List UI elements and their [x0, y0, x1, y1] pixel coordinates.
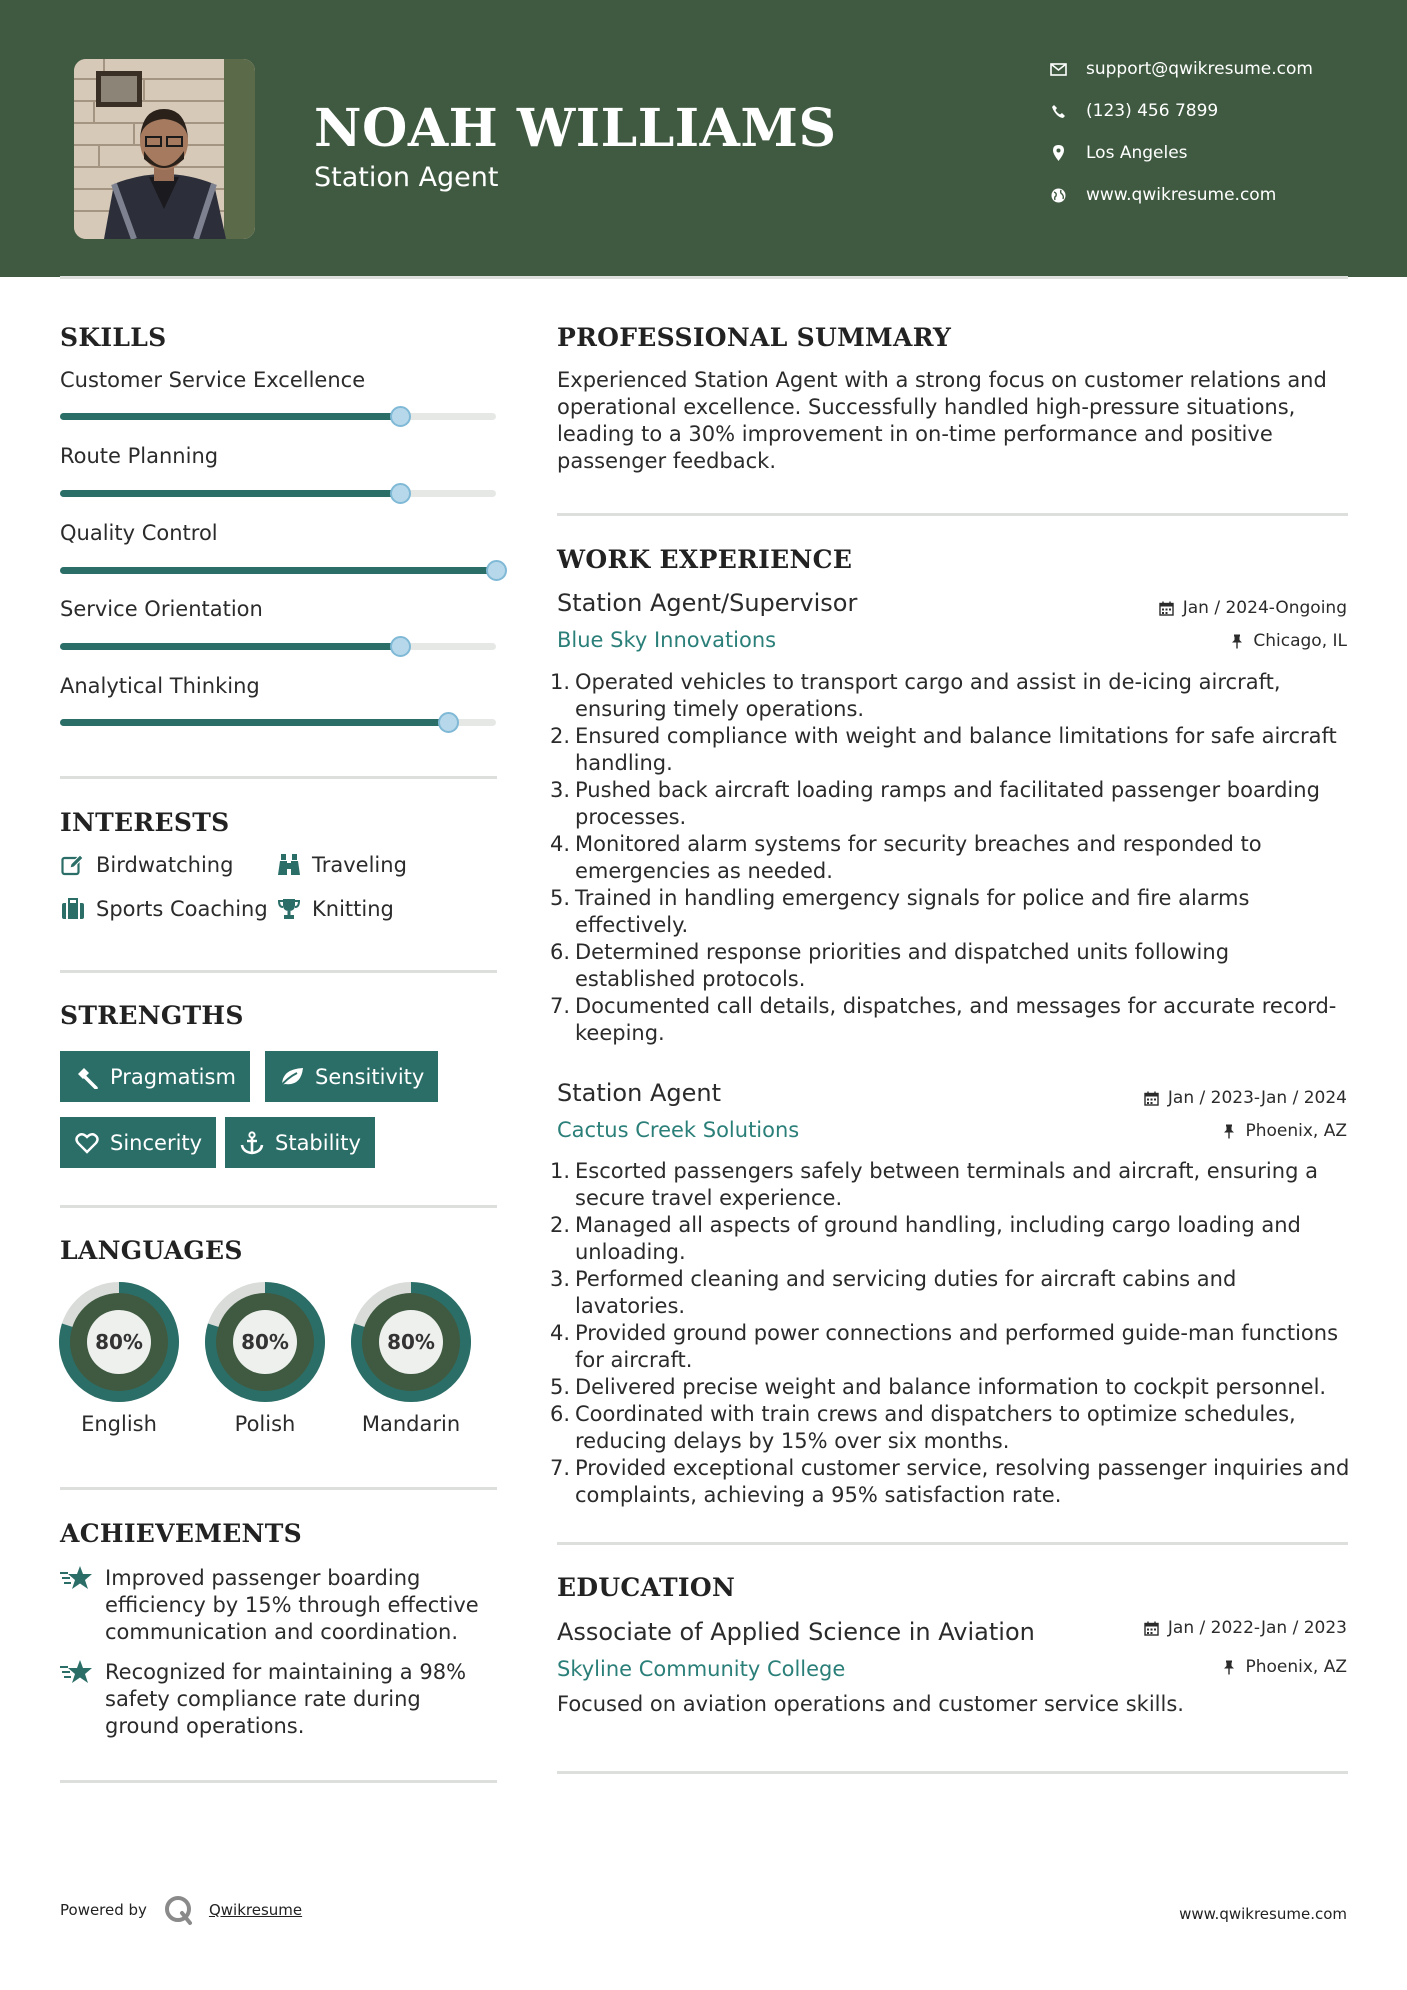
envelope-icon: [1048, 59, 1068, 79]
job-dates-text: Jan / 2023-Jan / 2024: [1167, 1088, 1347, 1108]
job-title: Station Agent/Supervisor: [557, 589, 858, 617]
leaf-icon: [279, 1064, 305, 1090]
language-ring: [59, 1282, 179, 1402]
contact-location: [1048, 143, 1348, 163]
pushpin-icon: [1229, 633, 1245, 649]
list-item: 2. Managed all aspects of ground handling, including cargo loading and unloading.: [550, 1212, 1350, 1266]
language-item: [205, 1282, 325, 1436]
skill-bar-knob: [390, 406, 411, 427]
duty-text: Pushed back aircraft loading ramps and facilitated passenger boarding processes.: [575, 778, 1320, 829]
degree-title: Associate of Applied Science in Aviation: [557, 1618, 1035, 1646]
job-location: [1229, 631, 1347, 651]
footer-url[interactable]: www.qwikresume.com: [1179, 1905, 1347, 1923]
contact-website-text: www.qwikresume.com: [1086, 185, 1277, 205]
list-item: 4. Monitored alarm systems for security breaches and responded to emergencies as needed.: [550, 831, 1350, 885]
education-dates-text: Jan / 2022-Jan / 2023: [1167, 1618, 1347, 1638]
duty-text: Documented call details, dispatches, and messages for accurate record-keeping.: [575, 994, 1337, 1045]
duty-text: Provided ground power connections and performed guide-man functions for aircraft.: [575, 1321, 1339, 1372]
language-item: [59, 1282, 179, 1436]
list-item: 1. Escorted passengers safely between terminals and aircraft, ensuring a secure travel experience.: [550, 1158, 1350, 1212]
skill-bar-fill: [60, 413, 400, 420]
language-label: English: [81, 1412, 157, 1436]
contact-phone[interactable]: [1048, 101, 1348, 121]
duty-text: Monitored alarm systems for security breaches and responded to emergencies as needed.: [575, 832, 1262, 883]
strength-label: Sensitivity: [315, 1064, 425, 1089]
interest-item: [60, 853, 233, 877]
interest-item: [60, 897, 268, 921]
experience-title: WORK EXPERIENCE: [557, 545, 853, 574]
section-divider: [60, 1205, 497, 1208]
list-item: 7. Provided exceptional customer service, resolving passenger inquiries and complaints, achieving a 95% satisfaction rate.: [550, 1456, 1350, 1507]
resume-header: [0, 0, 1407, 277]
strength-label: Stability: [275, 1130, 361, 1155]
map-pin-icon: [1048, 143, 1068, 163]
skill-bar-knob: [438, 712, 459, 733]
languages-title: LANGUAGES: [60, 1236, 243, 1265]
globe-icon: [1048, 185, 1068, 205]
skill-label: Analytical Thinking: [60, 674, 260, 698]
education-location-text: Phoenix, AZ: [1245, 1657, 1347, 1677]
achievement-item: [60, 1565, 500, 1646]
list-item: 6. Determined response priorities and dispatched units following established protocols.: [550, 939, 1350, 993]
job-location-text: Phoenix, AZ: [1245, 1121, 1347, 1141]
list-item: 3. Performed cleaning and servicing duties for aircraft cabins and lavatories.: [550, 1266, 1350, 1320]
star-award-icon: [60, 1563, 94, 1593]
section-divider: [60, 1780, 497, 1783]
duty-text: Escorted passengers safely between terminals and aircraft, ensuring a secure travel experience.: [575, 1159, 1318, 1210]
contact-phone-text: (123) 456 7899: [1086, 101, 1219, 121]
language-item: [351, 1282, 471, 1436]
powered-by-text: Powered by: [60, 1901, 147, 1919]
section-divider: [557, 513, 1348, 516]
heart-icon: [74, 1130, 100, 1156]
strength-chip: [60, 1117, 216, 1168]
section-divider: [60, 776, 497, 779]
star-award-icon: [60, 1657, 94, 1687]
candidate-role: Station Agent: [314, 162, 499, 193]
gavel-icon: [74, 1064, 100, 1090]
skill-bar-knob: [390, 483, 411, 504]
achievement-text: Improved passenger boarding efficiency by 15% through effective communication and coordination.: [105, 1566, 479, 1644]
contact-email[interactable]: [1048, 59, 1348, 79]
skill-label: Route Planning: [60, 444, 219, 468]
list-item: 3. Pushed back aircraft loading ramps and facilitated passenger boarding processes.: [550, 777, 1350, 831]
language-ring: [351, 1282, 471, 1402]
pushpin-icon: [1221, 1123, 1237, 1139]
skills-title: SKILLS: [60, 323, 167, 352]
list-item: 6. Coordinated with train crews and dispatchers to optimize schedules, reducing delays by 15% over six months.: [550, 1401, 1350, 1455]
education-description: Focused on aviation operations and customer service skills.: [557, 1692, 1184, 1716]
company-name: Blue Sky Innovations: [557, 628, 777, 652]
binoculars-icon: [276, 853, 302, 877]
interest-label: Traveling: [312, 853, 407, 877]
profile-photo: [74, 59, 255, 239]
job-location: [1221, 1121, 1347, 1141]
achievement-text: Recognized for maintaining a 98% safety compliance rate during ground operations.: [105, 1660, 467, 1738]
candidate-name: NOAH WILLIAMS: [314, 98, 837, 159]
skill-label: Service Orientation: [60, 597, 263, 621]
duty-text: Provided exceptional customer service, resolving passenger inquiries and complaints, achieving a 95% satisfaction rate.: [575, 1456, 1350, 1507]
duty-text: Determined response priorities and dispatched units following established protocols.: [575, 940, 1230, 991]
section-divider: [557, 1542, 1348, 1545]
trophy-icon: [276, 897, 302, 921]
language-percent-text: 80%: [241, 1330, 289, 1354]
strength-chip: [225, 1117, 375, 1168]
language-percent-text: 80%: [387, 1330, 435, 1354]
duty-text: Operated vehicles to transport cargo and assist in de-icing aircraft, ensuring timely operations.: [575, 670, 1281, 721]
phone-icon: [1048, 101, 1068, 121]
education-title: EDUCATION: [557, 1573, 736, 1602]
qwikresume-logo-icon: [163, 1894, 195, 1926]
duty-text: Coordinated with train crews and dispatchers to optimize schedules, reducing delays by 15% over six months.: [575, 1402, 1296, 1453]
footer-powered-by: [60, 1894, 302, 1926]
language-label: Polish: [234, 1412, 296, 1436]
interest-label: Knitting: [312, 897, 394, 921]
list-item: 4. Provided ground power connections and performed guide-man functions for aircraft.: [550, 1320, 1350, 1374]
interest-item: [276, 853, 407, 877]
list-item: 2. Ensured compliance with weight and balance limitations for safe aircraft handling.: [550, 723, 1350, 777]
skill-bar: [60, 719, 496, 726]
duty-text: Managed all aspects of ground handling, including cargo loading and unloading.: [575, 1213, 1301, 1264]
education-dates: [1144, 1618, 1347, 1638]
duty-text: Delivered precise weight and balance information to cockpit personnel.: [575, 1375, 1327, 1399]
section-divider: [60, 1487, 497, 1490]
calendar-icon: [1144, 1090, 1160, 1106]
section-divider: [60, 970, 497, 973]
summary-text: Experienced Station Agent with a strong focus on customer relations and operational excellence. Successfully handled high-pressure situations, leading to a 30% improvement in on-time performance and positive passenger feedback.: [557, 368, 1327, 473]
skill-bar: [60, 413, 496, 420]
pushpin-icon: [1221, 1659, 1237, 1675]
interests-title: INTERESTS: [60, 808, 230, 837]
achievements-title: ACHIEVEMENTS: [60, 1519, 302, 1548]
interest-label: Birdwatching: [96, 853, 234, 877]
list-item: 1. Operated vehicles to transport cargo and assist in de-icing aircraft, ensuring timely operations.: [550, 669, 1350, 723]
qwikresume-link[interactable]: Qwikresume: [208, 1901, 303, 1919]
contact-website[interactable]: [1048, 185, 1348, 205]
anchor-icon: [239, 1130, 265, 1156]
job-title: Station Agent: [557, 1079, 721, 1107]
skill-bar-fill: [60, 567, 496, 574]
interest-label: Sports Coaching: [96, 897, 268, 921]
calendar-icon: [1159, 600, 1175, 616]
list-item: 5. Delivered precise weight and balance information to cockpit personnel.: [550, 1375, 1327, 1399]
school-name: Skyline Community College: [557, 1657, 846, 1681]
section-divider: [557, 1771, 1348, 1774]
job-dates: [1144, 1088, 1347, 1108]
skill-label: Quality Control: [60, 521, 218, 545]
contact-location-text: Los Angeles: [1086, 143, 1188, 163]
job-duties: [550, 669, 1350, 1047]
strength-chip: [60, 1051, 250, 1102]
job-duties: [550, 1158, 1350, 1509]
duty-text: Ensured compliance with weight and balance limitations for safe aircraft handling.: [575, 724, 1337, 775]
language-label: Mandarin: [361, 1412, 461, 1436]
summary-title: PROFESSIONAL SUMMARY: [557, 323, 952, 352]
edit-icon: [60, 853, 86, 877]
education-location: [1221, 1657, 1347, 1677]
list-item: 7. Documented call details, dispatches, and messages for accurate record-keeping.: [550, 993, 1350, 1047]
job-dates: [1159, 598, 1347, 618]
job-location-text: Chicago, IL: [1253, 631, 1347, 651]
briefcase-icon: [60, 897, 86, 921]
strength-chip: [265, 1051, 438, 1102]
skill-bar-fill: [60, 719, 448, 726]
interest-item: [276, 897, 394, 921]
skill-bar-knob: [486, 560, 507, 581]
language-percent-text: 80%: [95, 1330, 143, 1354]
skill-bar: [60, 490, 496, 497]
skill-label: Customer Service Excellence: [60, 368, 366, 392]
strength-label: Sincerity: [110, 1130, 203, 1155]
skill-bar: [60, 643, 496, 650]
skill-bar-fill: [60, 643, 400, 650]
header-divider: [60, 276, 1348, 279]
calendar-icon: [1144, 1620, 1160, 1636]
strength-label: Pragmatism: [110, 1064, 236, 1089]
skill-bar-knob: [390, 636, 411, 657]
list-item: 5. Trained in handling emergency signals for police and fire alarms effectively.: [550, 885, 1350, 939]
strengths-title: STRENGTHS: [60, 1001, 244, 1030]
company-name: Cactus Creek Solutions: [557, 1118, 800, 1142]
skill-bar-fill: [60, 490, 400, 497]
duty-text: Trained in handling emergency signals for police and fire alarms effectively.: [575, 886, 1250, 937]
job-dates-text: Jan / 2024-Ongoing: [1182, 598, 1347, 618]
duty-text: Performed cleaning and servicing duties for aircraft cabins and lavatories.: [575, 1267, 1237, 1318]
contact-email-text: support@qwikresume.com: [1086, 59, 1313, 79]
language-ring: [205, 1282, 325, 1402]
achievement-item: [60, 1659, 500, 1740]
skill-bar: [60, 567, 496, 574]
